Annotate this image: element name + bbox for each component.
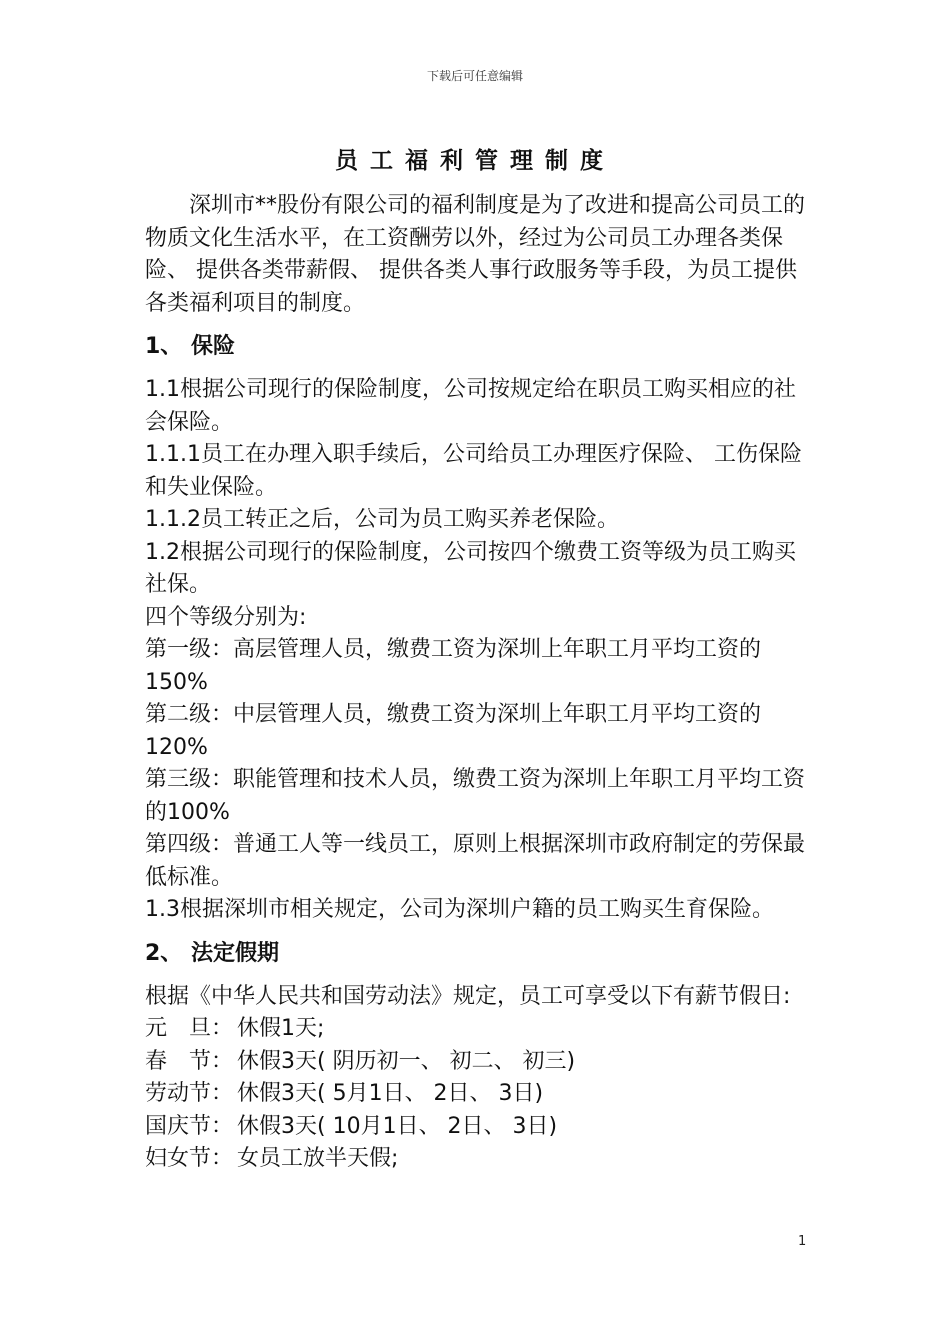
holiday-item [145, 1078, 807, 1111]
paragraph: 1.3根据深圳市相关规定，公司为深圳户籍的员工购买生育保险。 [145, 897, 774, 922]
section-title: 保险 [191, 334, 236, 359]
holiday-label: 春 节： [145, 1048, 234, 1074]
paragraph: 1.1.1员工在办理入职手续后，公司给员工办理医疗保险、 工伤保险和失业保险。 [145, 442, 802, 500]
paragraph: 第一级：高层管理人员，缴费工资为深圳上年职工月平均工资的150% [145, 637, 762, 695]
holiday-text: 休假3天( 5月1日、 2日、 3日) [237, 1081, 544, 1106]
document-title: 员工福利管理制度 [335, 148, 615, 174]
holiday-label: 元 旦： [145, 1016, 234, 1041]
paragraph: 根据《中华人民共和国劳动法》规定，员工可享受以下有薪节假日: [145, 983, 791, 1009]
page-header: 下载后可任意编辑 [426, 69, 523, 83]
holiday-label: 国庆节： [145, 1113, 234, 1139]
section-heading-insurance [145, 330, 807, 364]
paragraph: 1.1根据公司现行的保险制度，公司按规定给在职员工购买相应的社会保险。 [145, 377, 796, 435]
section-number: 2、 [145, 940, 183, 966]
paragraph: 四个等级分别为: [145, 604, 307, 630]
section-number: 1、 [145, 334, 183, 359]
holiday-text: 休假3天( 阴历初一、 初二、 初三) [237, 1048, 576, 1074]
section-heading-holidays [145, 937, 807, 971]
holiday-text: 女员工放半天假; [237, 1146, 399, 1171]
paragraph: 第二级：中层管理人员，缴费工资为深圳上年职工月平均工资的120% [145, 702, 762, 760]
paragraph: 第三级：职能管理和技术人员，缴费工资为深圳上年职工月平均工资的100% [145, 767, 806, 825]
paragraph: 第四级：普通工人等一线员工，原则上根据深圳市政府制定的劳保最低标准。 [145, 832, 806, 890]
holiday-item [145, 1143, 807, 1176]
paragraph: 1.1.2员工转正之后，公司为员工购买养老保险。 [145, 507, 619, 532]
holiday-label: 劳动节： [145, 1081, 234, 1106]
section-title: 法定假期 [191, 940, 280, 966]
holiday-item [145, 1046, 807, 1079]
holiday-text: 休假1天; [237, 1016, 325, 1041]
holiday-text: 休假3天( 10月1日、 2日、 3日) [237, 1113, 558, 1139]
paragraph: 1.2根据公司现行的保险制度，公司按四个缴费工资等级为员工购买社保。 [145, 539, 796, 597]
document-body [145, 190, 807, 1176]
intro-paragraph: 深圳市**股份有限公司的福利制度是为了改进和提高公司员工的物质文化生活水平，在工资酬劳以外，经过为公司员工办理各类保险、 提供各类带薪假、 提供各类人事行政服务等手段，为员工提供各类福利项目的制度。 [145, 193, 806, 316]
page-number: 1 [798, 1234, 807, 1249]
holiday-item [145, 1111, 807, 1144]
holiday-item [145, 1013, 807, 1046]
holiday-label: 妇女节： [145, 1146, 234, 1171]
